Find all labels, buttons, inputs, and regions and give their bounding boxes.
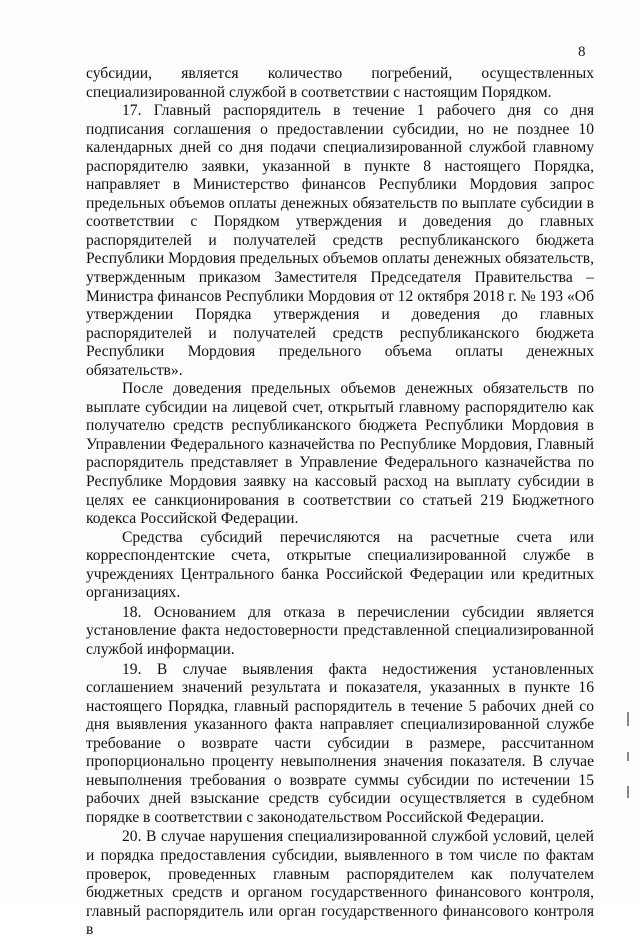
paragraph-17: 17. Главный распорядитель в течение 1 рабочего дня со дня подписания соглашения о предоставлении субсидии, но не позднее 10 календарных дней со дня подачи специализированной службой главному распорядителю заявки, указанной в пункте 8 настоящего Порядка, направляет в Министерство финансов Республики Мордовия запрос предельных объемов оплаты денежных обязательств по выплате субсидии в соответствии с Порядком утверждения и доведения до главных распорядителей и получателей средств республиканского бюджета Республики Мордовия предельных объемов оплаты денежных обязательств, утвержденным приказом Заместителя Председателя Правительства – Министра финансов Республики Мордовия от 12 октября 2018 г. № 193 «Об утверждении Порядка утверждения и доведения до главных распорядителей и получателей средств республиканского бюджета Республики Мордовия предельного объема оплаты денежных обязательств». bbox=[86, 102, 594, 379]
paragraph-19: 19. В случае выявления факта недостижения установленных соглашением значений результата и показателя, указанных в пункте 16 настоящего Порядка, главный распорядитель в течение 5 рабочих дней со дня выявления указанного факта направляет специализированной службе требование о возврате части субсидии в размере, рассчитанном пропорционально проценту невыполнения значения показателя. В случае невыполнения требования о возврате суммы субсидии по истечении 15 рабочих дней взыскание средств субсидии осуществляется в судебном порядке в соответствии с законодательством Российской Федерации. bbox=[86, 660, 594, 826]
document-body bbox=[86, 65, 594, 940]
paragraph-20: 20. В случае нарушения специализированной службой условий, целей и порядка предоставления субсидии, выявленного в том числе по фактам проверок, проведенных главным распорядителем как получателем бюджетных средств и органом государственного финансового контроля, главный распорядитель или орган государственного финансового контроля в bbox=[86, 828, 594, 939]
paragraph-17-transfer: Средства субсидий перечисляются на расчетные счета или корреспондентские счета, открытые специализированной службе в учреждениях Центрального банка Российской Федерации или кредитных организациях. bbox=[86, 528, 594, 602]
paragraph-18: 18. Основанием для отказа в перечислении субсидии является установление факта недостоверности представленной специализированной службой информации. bbox=[86, 603, 594, 658]
scan-edge-mark bbox=[627, 712, 629, 726]
scan-edge-mark bbox=[627, 752, 629, 761]
paragraph-continuation: субсидии, является количество погребений, осуществленных специализированной службой в соответствии с настоящим Порядком. bbox=[86, 65, 594, 101]
page-number: 8 bbox=[578, 44, 586, 60]
scan-edge-mark bbox=[627, 786, 629, 798]
paragraph-17-funds-limit: После доведения предельных объемов денежных обязательств по выплате субсидии на лицевой счет, открытый главному распорядителю как получателю средств республиканского бюджета Республики Мордовия в Управлении Федерального казначейства по Республике Мордовия, Главный распорядитель представляет в Управление Федерального казначейства по Республике Мордовия заявку на кассовый расход на выплату субсидии в целях ее санкционирования в соответствии со статьей 219 Бюджетного кодекса Российской Федерации. bbox=[86, 380, 594, 528]
